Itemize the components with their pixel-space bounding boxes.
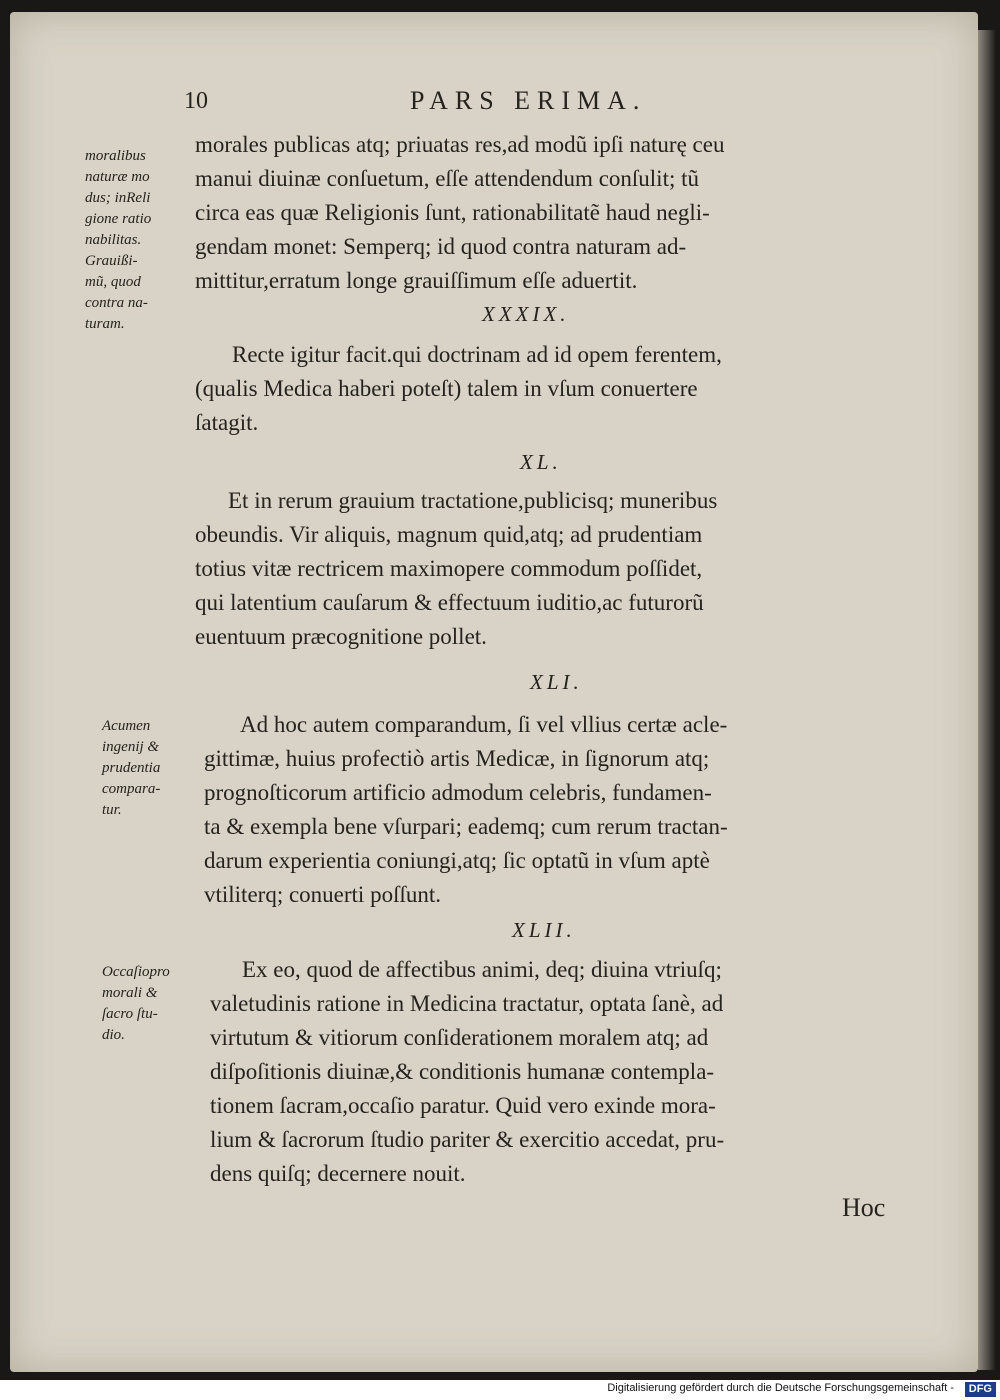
text-line: Recte igitur facit.qui doctrinam ad id opem ferentem, bbox=[232, 342, 722, 367]
text-line: diſpoſitionis diuinæ,& conditionis humanæ contempla- bbox=[210, 1059, 715, 1084]
text-line: circa eas quæ Religionis ſunt, rationabilitatẽ haud negli- bbox=[195, 200, 710, 225]
text-line: obeundis. Vir aliquis, magnum quid,atq; ad prudentiam bbox=[195, 522, 703, 547]
text-line: lium & ſacrorum ſtudio pariter & exercitio accedat, pru- bbox=[210, 1127, 725, 1152]
margin-note-line: gione ratio bbox=[85, 211, 152, 227]
page-number: 10 bbox=[184, 88, 208, 114]
margin-note-line: turam. bbox=[85, 316, 125, 332]
text-line: totius vitæ rectricem maximopere commodum poſſidet, bbox=[195, 556, 703, 581]
margin-note-line: moralibus bbox=[85, 148, 146, 164]
text-line: Et in rerum grauium tractatione,publicisq; muneribus bbox=[228, 488, 718, 513]
margin-note-line: prudentia bbox=[102, 760, 161, 776]
section-heading: XL. bbox=[520, 450, 562, 474]
text-line: dens quiſq; decernere nouit. bbox=[210, 1161, 466, 1186]
text-line: vtiliterq; conuerti poſſunt. bbox=[204, 882, 441, 907]
text-line: darum experientia coniungi,atq; ſic optatũ in vſum aptè bbox=[204, 848, 710, 873]
page-header bbox=[0, 84, 1000, 124]
text-line: ſatagit. bbox=[195, 410, 259, 435]
margin-note-3 bbox=[102, 962, 214, 1046]
margin-note-line: ſacro ſtu- bbox=[102, 1006, 158, 1022]
section-heading: XLI. bbox=[530, 670, 583, 694]
section-heading: XLII. bbox=[512, 918, 576, 942]
text-line: tionem ſacram,occaſio paratur. Quid vero exinde mora- bbox=[210, 1093, 716, 1118]
margin-note-line: compara- bbox=[102, 781, 161, 797]
margin-note-line: tur. bbox=[102, 802, 122, 818]
margin-note-line: nabilitas. bbox=[85, 232, 142, 248]
digitization-footer bbox=[0, 1380, 1000, 1400]
footer-credit: Digitalisierung gefördert durch die Deutsche Forschungsgemeinschaft - bbox=[607, 1382, 954, 1394]
text-line: gendam monet: Semperq; id quod contra naturam ad- bbox=[195, 234, 687, 259]
margin-note-line: ingenij & bbox=[102, 739, 160, 755]
margin-note-line: Acumen bbox=[102, 718, 151, 734]
text-line: virtutum & vitiorum conſiderationem moralem atq; ad bbox=[210, 1025, 709, 1050]
text-line: (qualis Medica haberi poteſt) talem in vſum conuertere bbox=[195, 376, 698, 401]
margin-note-line: morali & bbox=[102, 985, 158, 1001]
margin-note-line: dus; inReli bbox=[85, 190, 151, 206]
text-line: manui diuinæ conſuetum, eſſe attendendum conſulit; tũ bbox=[195, 166, 699, 191]
dfg-logo: DFG bbox=[965, 1382, 996, 1397]
text-line: Ad hoc autem comparandum, ſi vel vllius certæ acle- bbox=[240, 712, 728, 737]
text-line: valetudinis ratione in Medicina tractatur, optata ſanè, ad bbox=[210, 991, 724, 1016]
margin-note-line: dio. bbox=[102, 1027, 125, 1043]
margin-note-1 bbox=[85, 146, 197, 335]
margin-note-2 bbox=[102, 716, 214, 821]
text-line: mittitur,erratum longe grauiſſimum eſſe aduertit. bbox=[195, 268, 638, 293]
text-line: qui latentium cauſarum & effectuum iuditio,ac futurorũ bbox=[195, 590, 704, 615]
text-line: euentuum præcognitione pollet. bbox=[195, 624, 487, 649]
text-line: gittimæ, huius profectiò artis Medicæ, in ſignorum atq; bbox=[204, 746, 710, 771]
catchword: Hoc bbox=[842, 1193, 886, 1222]
text-line: ta & exempla bene vſurpari; eademq; cum rerum tractan- bbox=[204, 814, 728, 839]
margin-note-line: Grauißi- bbox=[85, 253, 138, 269]
running-title: PARS ERIMA. bbox=[410, 86, 647, 115]
margin-note-line: mũ, quod bbox=[85, 274, 141, 290]
section-heading: XXXIX. bbox=[482, 302, 570, 326]
margin-note-line: naturæ mo bbox=[85, 169, 150, 185]
margin-note-line: contra na- bbox=[85, 295, 148, 311]
text-line: Ex eo, quod de affectibus animi, deq; diuina vtriuſq; bbox=[242, 957, 722, 982]
margin-note-line: Occaſiopro bbox=[102, 964, 170, 980]
text-line: morales publicas atq; priuatas res,ad modũ ipſi naturę ceu bbox=[195, 132, 725, 157]
text-line: prognoſticorum artificio admodum celebris, fundamen- bbox=[204, 780, 712, 805]
page-edge bbox=[978, 30, 996, 1370]
